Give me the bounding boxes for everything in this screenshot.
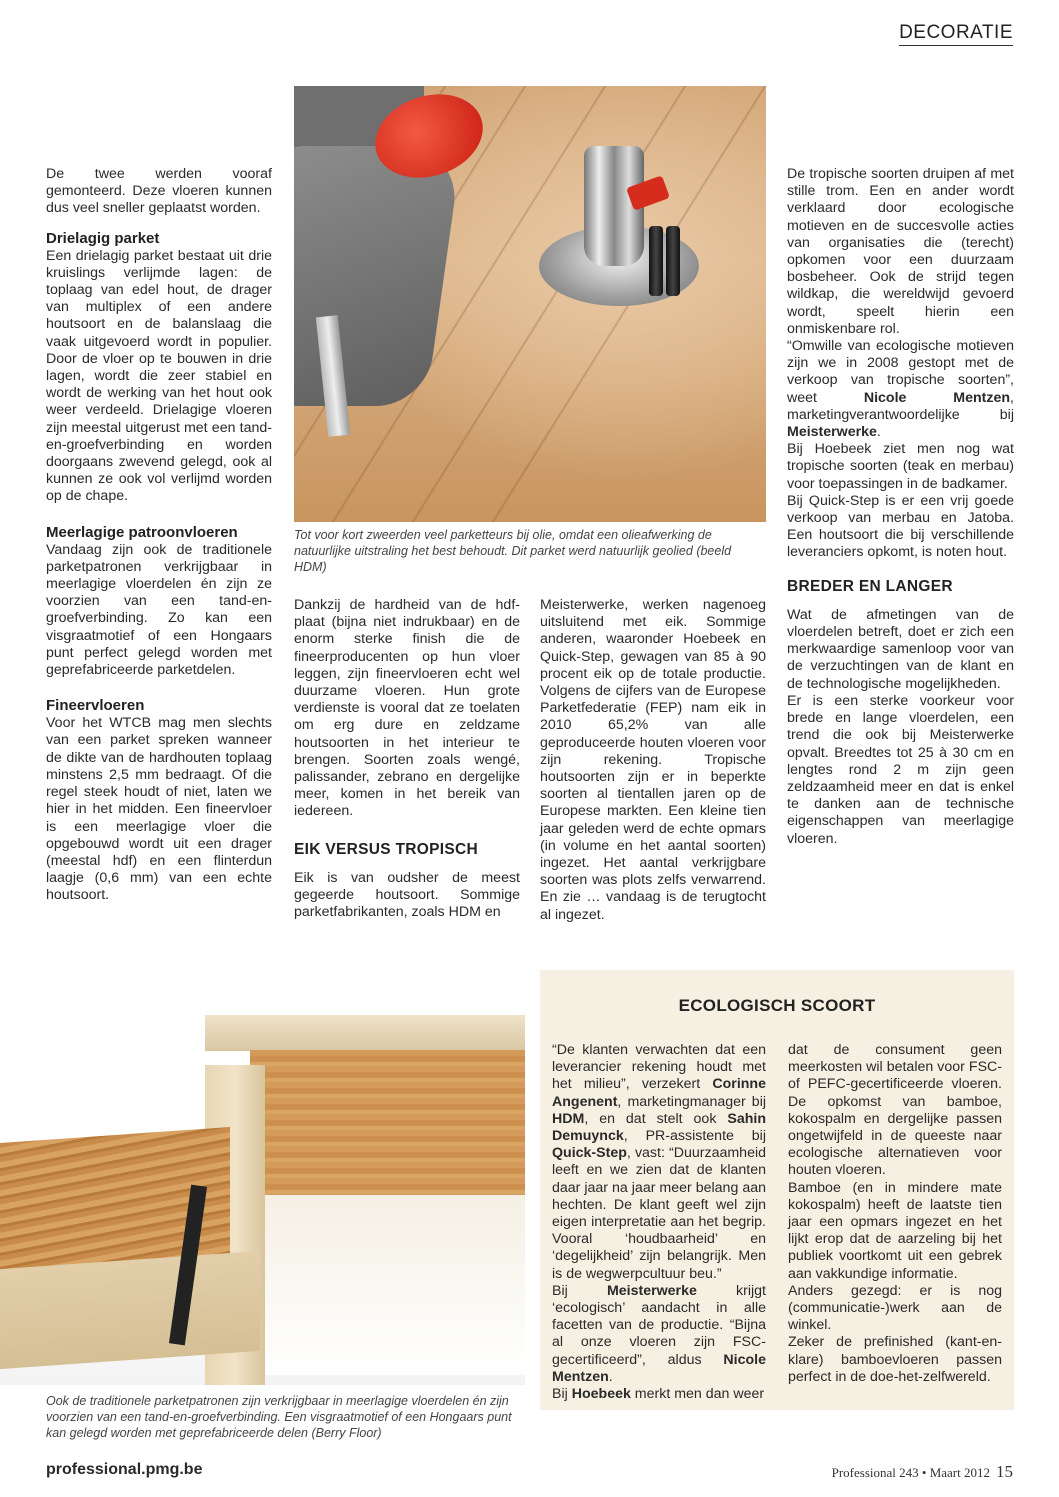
sidebar-column-left	[552, 1042, 766, 1403]
column-4	[787, 166, 1014, 848]
sidebar-right-p1: dat de consument geen meerkosten wil betalen voor FSC- of PEFC-gecertificeerde vloeren. De opkomst van bamboe, kokospalm en dergelijke passen ongetwijfeld in de queeste naar ecologische alternatieven voor houten vloeren.	[788, 1042, 1002, 1179]
parquet-room-photo	[294, 86, 766, 522]
heading-meerlagige: Meerlagige patroonvloeren	[46, 523, 238, 541]
heading-breder-en-langer: BREDER EN LANGER	[787, 577, 953, 595]
page-number: 15	[996, 1462, 1013, 1481]
column-1	[46, 166, 272, 905]
sidebar-title: ECOLOGISCH SCOORT	[678, 996, 876, 1015]
paragraph-meerlagige: Vandaag zijn ook de traditionele parketpatronen verkrijgbaar in meerlagige vloerdelen én zijn ze voorzien van een tand-en-groefverbinding. Zo kan een visgraatmotief of een Hongaars punt perfect gelegd worden met geprefabriceerde parketdelen.	[46, 541, 272, 679]
heading-eik-versus-tropisch: EIK VERSUS TROPISCH	[294, 840, 478, 858]
column-2	[294, 597, 520, 921]
footer-issue	[832, 1462, 1013, 1482]
section-label: DECORATIE	[899, 22, 1013, 46]
paragraph-afmetingen: Wat de afmetingen van de vloerdelen betreft, doet er zich een merkwaardige samenloop voor van de verzuchtingen van de klant en de technologische mogelijkheden.	[787, 606, 1014, 692]
column-3	[540, 597, 766, 924]
paragraph-meisterwerke: Meisterwerke, werken nagenoeg uitsluitend met eik. Sommige anderen, waaronder Hoebeek en Quick-Step, gewagen van 85 à 90 procent eik op de totale productie. Volgens de cijfers van de Europese Parketfederatie (FEP) nam eik in 2010 65,2% van alle geproduceerde houten vloeren voor zijn rekening. Tropische houtsoorten zijn er in beperkte soorten al tientallen jaren op de Europese markten. Een kleine tien jaar geleden werd de echte opmars (in volume en het aantal soorten) ingezet. Het aantal verkrijgbare soorten was plots zelfs verwarrend. En zie … vandaag is de terugtocht al ingezet.	[540, 597, 766, 923]
photo2-caption: Ook de traditionele parketpatronen zijn verkrijgbaar in meerlagige vloerdelen én zijn voorzien van een tand-en-groefverbinding. Een visgraatmotief of een Hongaars punt kan gelegd worden met geprefabriceerde delen (Berry Floor)	[46, 1394, 512, 1441]
paragraph-voorkeur: Er is een sterke voorkeur voor brede en lange vloerdelen, een trend die ook bij Meisterwerke opvalt. Breedtes tot 25 à 30 cm en lengtes rond 2 m zijn geen zeldzaamheid meer en dat is enkel te danken aan de technische eigenschappen van meerlagige vloeren.	[787, 692, 1014, 847]
photo1-caption: Tot voor kort zweerden veel parketteurs bij olie, omdat een olieafwerking de natuurlijke uitstraling het best behoudt. Dit parket werd natuurlijk geolied (beeld HDM)	[294, 528, 732, 575]
parquet-section-photo	[0, 1005, 525, 1385]
issue-info: Professional 243 • Maart 2012	[831, 1465, 990, 1480]
paragraph-fineervloeren: Voor het WTCB mag men slechts van een parket spreken wanneer de dikte van de hardhouten toplaag minstens 2,5 mm bedraagt. Of die regel steek houdt of niet, laten we hier in het midden. Een fineervloer is een meerlagige vloer die opgebouwd wordt uit een drager (meestal hdf) en een flinterdun laagje (0,6 mm) van een echte houtsoort.	[46, 715, 272, 904]
sidebar-right-p4: Zeker de prefinished (kant-en-klare) bamboevloeren passen perfect in de doe-het-zelfwereld.	[788, 1334, 1002, 1385]
sidebar-left-text: “De klanten verwachten dat een leverancier rekening houdt met het milieu”, verzekert Corinne Angenent, marketingmanager bij HDM, en dat stelt ook Sahin Demuynck, PR-assistente bij Quick-Step, vast: “Duurzaamheid leeft en we zien dat de klanten daar jaar na jaar meer belang aan hechten. De klant geeft wel zijn eigen interpretatie aan het begrip. Vooral ‘houdbaarheid’ en ‘degelijkheid’ zijn belangrijk. Men is de wegwerpcultuur beu.”	[552, 1042, 766, 1282]
paragraph-hardheid: Dankzij de hardheid van de hdf-plaat (bijna niet indrukbaar) en de enorm sterke finish die de fineerproducenten op hun vloer leggen, zijn fineervloeren echt wel duurzame vloeren. Hun grote verdienste is vooral dat ze toelaten om erg dure en zeldzame houtsoorten in het interieur te brengen. Soorten zoals wengé, palissander, zebrano en dergelijke meer, komen in het bereik van iedereen.	[294, 597, 520, 820]
paragraph-tropisch: De tropische soorten druipen af met stille trom. Een en ander wordt verklaard door ecologische motieven en de succesvolle acties van organisaties die (terecht) opkomen voor een duurzaam bosbeheer. Ook de strijd tegen wildkap, die wereldwijd gevoerd wordt, speelt hierin een onmiskenbare rol.	[787, 166, 1014, 337]
sidebar-column-right	[788, 1042, 1002, 1386]
sidebar-right-p3: Anders gezegd: er is nog (communicatie-)werk aan de winkel.	[788, 1282, 1002, 1334]
heading-fineervloeren: Fineervloeren	[46, 697, 145, 715]
person-name: Nicole Mentzen	[863, 389, 1011, 406]
paragraph-drielagig: Een drielagig parket bestaat uit drie kruislings verlijmde lagen: de toplaag van edel hout, de drager van multiplex of een andere houtsoort en de balanslaag die vaak uitgevoerd wordt in populier. Door de vloer op te bouwen in drie lagen, wordt die zeer stabiel en wordt de werking van het hout ook weer verdeeld. Drielagige vloeren zijn meestal uitgerust met een tand-en-groefverbinding en worden doorgaans zwevend gelegd, ook al kunnen ze ook vol verlijmd worden op de chape.	[46, 247, 272, 505]
paragraph-hoebeek: Bij Hoebeek ziet men nog wat tropische soorten (teak en merbau) voor toepassingen in de badkamer.	[787, 441, 1014, 492]
company-name: Meisterwerke	[787, 424, 877, 441]
footer-website: professional.pmg.be	[46, 1461, 203, 1478]
sidebar-left-hoebeek: Bij Hoebeek merkt men dan weer	[552, 1386, 765, 1403]
sidebar-right-p2: Bamboe (en in mindere mate kokospalm) heeft de laatste tien jaar een opmars ingezet en het lijkt erop dat de aarzeling bij het publiek voortkomt uit een gebrek aan vakkundige informatie.	[788, 1179, 1002, 1282]
paragraph-quickstep: Bij Quick-Step is er een vrij goede verkoop van merbau en Jatoba. Een houtsoort die bij verschillende leveranciers opkomt, is noten hout.	[787, 492, 1014, 561]
heading-drielagig: Drielagig parket	[46, 229, 160, 247]
paragraph-eik: Eik is van oudsher de meest gegeerde houtsoort. Sommige parketfabrikanten, zoals HDM en	[294, 869, 520, 921]
paragraph-quote-mentzen: “Omwille van ecologische motieven zijn we in 2008 gestopt met de verkoop van tropische soorten”, weet Nicole Mentzen, marketingverantwoordelijke bij Meisterwerke.	[787, 338, 1014, 441]
ecologisch-sidebar	[540, 970, 1014, 1410]
sidebar-left-meisterwerke: Bij Meisterwerke krijgt ‘ecologisch’ aandacht in alle facetten van de productie. “Bijna al onze vloeren zijn FSC- gecertificeerd”, aldus Nicole Mentzen.	[552, 1282, 766, 1385]
intro-paragraph: De twee werden vooraf gemonteerd. Deze vloeren kunnen dus veel sneller geplaatst worden.	[46, 166, 272, 217]
